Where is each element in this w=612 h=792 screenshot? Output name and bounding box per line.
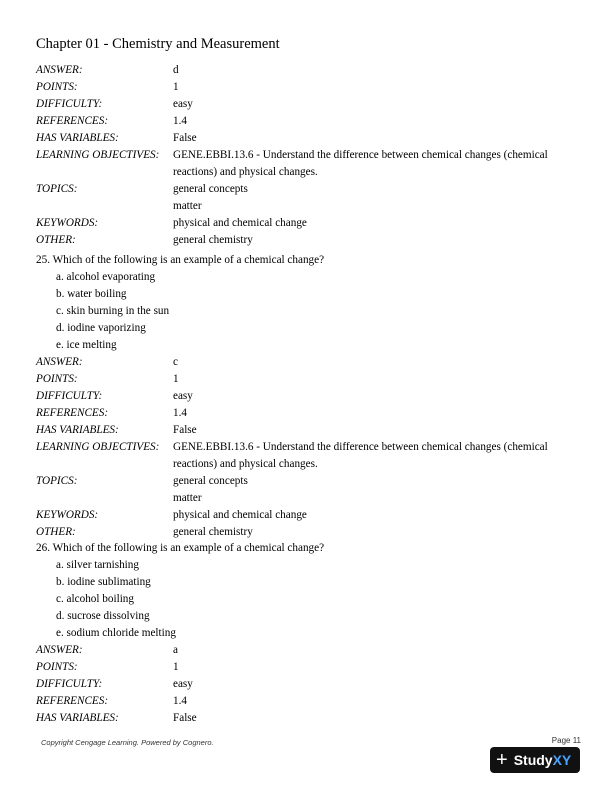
option-c: c. alcohol boiling (56, 593, 134, 605)
studyxy-badge[interactable] (490, 747, 580, 773)
question-25 (36, 252, 576, 541)
copyright-footer: Copyright Cengage Learning. Powered by Cognero. (41, 738, 214, 747)
has-variables-value: False (173, 712, 197, 724)
other-value: general chemistry (173, 526, 253, 538)
answer-label: ANSWER: (36, 356, 83, 368)
chapter-title: Chapter 01 - Chemistry and Measurement (36, 36, 280, 52)
points-label: POINTS: (36, 373, 78, 385)
badge-xy-text: XY (552, 752, 572, 768)
difficulty-label: DIFFICULTY: (36, 678, 103, 690)
keywords-value: physical and chemical change (173, 217, 307, 229)
answer-label: ANSWER: (36, 64, 83, 76)
page-number: Page 11 (551, 736, 581, 745)
other-label: OTHER: (36, 526, 76, 538)
option-b: b. water boiling (56, 288, 127, 300)
points-value: 1 (173, 661, 179, 673)
keywords-label: KEYWORDS: (36, 509, 99, 521)
keywords-value: physical and chemical change (173, 509, 307, 521)
topic-item: matter (173, 492, 202, 504)
answer-value: a (173, 644, 178, 656)
references-label: REFERENCES: (36, 695, 109, 707)
option-b: b. iodine sublimating (56, 576, 151, 588)
has-variables-value: False (173, 424, 197, 436)
answer-value: c (173, 356, 178, 368)
topics-label: TOPICS: (36, 475, 78, 487)
topic-item: matter (173, 200, 202, 212)
difficulty-value: easy (173, 390, 193, 402)
other-value: general chemistry (173, 234, 253, 246)
plus-icon: + (496, 749, 508, 771)
has-variables-label: HAS VARIABLES: (36, 132, 119, 144)
question-24-metadata (36, 62, 576, 249)
option-e: e. ice melting (56, 339, 117, 351)
option-a: a. alcohol evaporating (56, 271, 156, 283)
badge-study-text: Study (513, 752, 553, 768)
option-a: a. silver tarnishing (56, 559, 139, 571)
difficulty-value: easy (173, 678, 193, 690)
references-value: 1.4 (173, 115, 187, 127)
topic-item: general concepts (173, 475, 248, 487)
topic-item: general concepts (173, 183, 248, 195)
option-c: c. skin burning in the sun (56, 305, 170, 317)
has-variables-label: HAS VARIABLES: (36, 424, 119, 436)
has-variables-value: False (173, 132, 197, 144)
points-label: POINTS: (36, 81, 78, 93)
option-d: d. iodine vaporizing (56, 322, 146, 334)
question-text: 25. Which of the following is an example of a chemical change? (36, 254, 325, 266)
topics-label: TOPICS: (36, 183, 78, 195)
difficulty-value: easy (173, 98, 193, 110)
references-value: 1.4 (173, 407, 187, 419)
learning-objectives-label: LEARNING OBJECTIVES: (36, 149, 160, 161)
keywords-label: KEYWORDS: (36, 217, 99, 229)
references-label: REFERENCES: (36, 407, 109, 419)
difficulty-label: DIFFICULTY: (36, 390, 103, 402)
option-e: e. sodium chloride melting (56, 627, 176, 639)
answer-label: ANSWER: (36, 644, 83, 656)
difficulty-label: DIFFICULTY: (36, 98, 103, 110)
answer-value: d (173, 64, 179, 76)
points-label: POINTS: (36, 661, 78, 673)
question-text: 26. Which of the following is an example of a chemical change? (36, 542, 325, 554)
learning-objectives-value: GENE.EBBI.13.6 - Understand the difference between chemical changes (chemical reactions) and physical changes. (173, 441, 548, 470)
learning-objectives-label: LEARNING OBJECTIVES: (36, 441, 160, 453)
references-label: REFERENCES: (36, 115, 109, 127)
has-variables-label: HAS VARIABLES: (36, 712, 119, 724)
option-d: d. sucrose dissolving (56, 610, 150, 622)
points-value: 1 (173, 373, 179, 385)
learning-objectives-value: GENE.EBBI.13.6 - Understand the difference between chemical changes (chemical reactions) and physical changes. (173, 149, 548, 178)
points-value: 1 (173, 81, 179, 93)
other-label: OTHER: (36, 234, 76, 246)
question-26 (36, 540, 576, 727)
references-value: 1.4 (173, 695, 187, 707)
